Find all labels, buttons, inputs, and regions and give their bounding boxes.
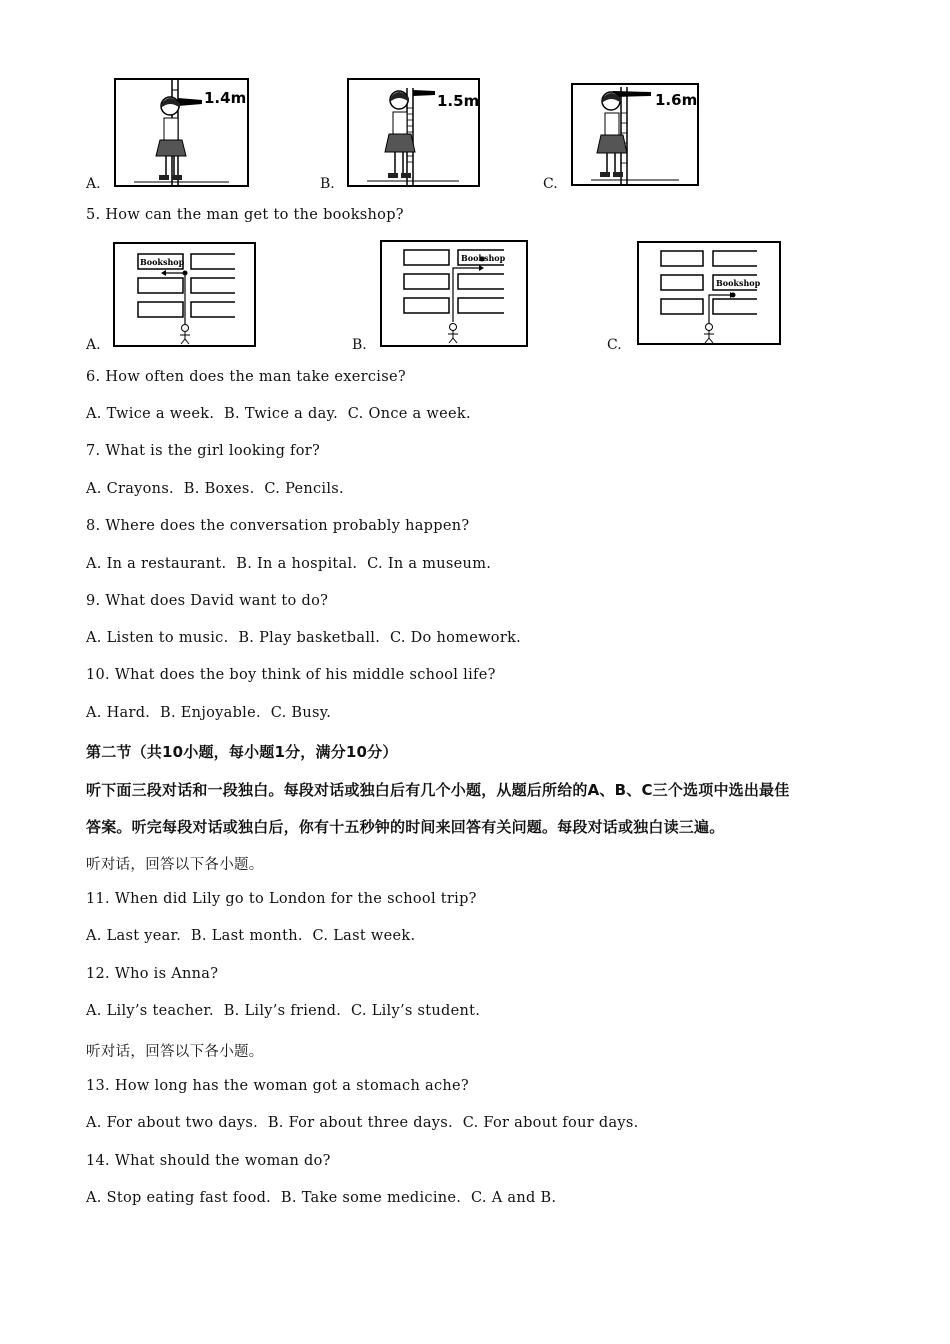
q5-map-c [637, 241, 781, 346]
question-7: 7. What is the girl looking for? [86, 443, 321, 459]
section-instruction-2: 答案。听完每段对话或独白后，你有十五秒钟的时间来回答有关问题。每段对话或独白读三遍。 [86, 818, 725, 836]
question-6-options: A. Twice a week. B. Twice a day. C. Once a week. [86, 406, 471, 422]
q5-option-b-label: B. [352, 337, 367, 353]
question-7-options: A. Crayons. B. Boxes. C. Pencils. [86, 481, 344, 497]
question-12-options: A. Lily’s teacher. B. Lily’s friend. C. Lily’s student. [86, 1003, 481, 1019]
section-instruction-1: 听下面三段对话和一段独白。每段对话或独白后有几个小题，从题后所给的A、B、C三个选项中选出最佳 [86, 781, 790, 799]
dialogue-prompt-2: 听对话，回答以下各小题。 [86, 1044, 264, 1060]
question-8-options: A. In a restaurant. B. In a hospital. C. In a museum. [86, 556, 492, 572]
question-6: 6. How often does the man take exercise? [86, 369, 406, 385]
q4-image-a [114, 78, 249, 188]
q5-option-c-label: C. [607, 337, 622, 353]
question-5: 5. How can the man get to the bookshop? [86, 207, 404, 223]
question-8: 8. Where does the conversation probably happen? [86, 518, 470, 534]
question-12: 12. Who is Anna? [86, 966, 219, 982]
question-14-options: A. Stop eating fast food. B. Take some medicine. C. A and B. [86, 1190, 557, 1206]
q4-b-height-label: 1.5m [437, 92, 480, 110]
q4-option-b-label: B. [320, 176, 335, 192]
question-9-options: A. Listen to music. B. Play basketball. C. Do homework. [86, 630, 522, 646]
question-10: 10. What does the boy think of his middle school life? [86, 667, 496, 683]
q5-a-bookshop-label: Bookshop [140, 257, 185, 267]
q5-map-b [380, 240, 528, 348]
q4-c-height-label: 1.6m [655, 91, 698, 109]
q5-b-bookshop-label: Bookshop [461, 253, 506, 263]
q5-option-a-label: A. [86, 337, 101, 353]
section-title: 第二节（共10小题，每小题1分，满分10分） [86, 743, 398, 761]
dialogue-prompt-1: 听对话，回答以下各小题。 [86, 857, 264, 873]
question-11-options: A. Last year. B. Last month. C. Last week. [86, 928, 416, 944]
question-13: 13. How long has the woman got a stomach ache? [86, 1078, 469, 1094]
q4-a-height-label: 1.4m [204, 89, 247, 107]
q5-c-bookshop-label: Bookshop [716, 278, 761, 288]
question-14: 14. What should the woman do? [86, 1153, 331, 1169]
q4-option-c-label: C. [543, 176, 558, 192]
q4-image-c [571, 83, 699, 187]
q4-option-a-label: A. [86, 176, 101, 192]
q4-image-b [347, 78, 480, 188]
question-10-options: A. Hard. B. Enjoyable. C. Busy. [86, 705, 332, 721]
question-9: 9. What does David want to do? [86, 593, 329, 609]
q5-map-a [113, 242, 256, 348]
question-11: 11. When did Lily go to London for the school trip? [86, 891, 477, 907]
question-13-options: A. For about two days. B. For about three days. C. For about four days. [86, 1115, 639, 1131]
